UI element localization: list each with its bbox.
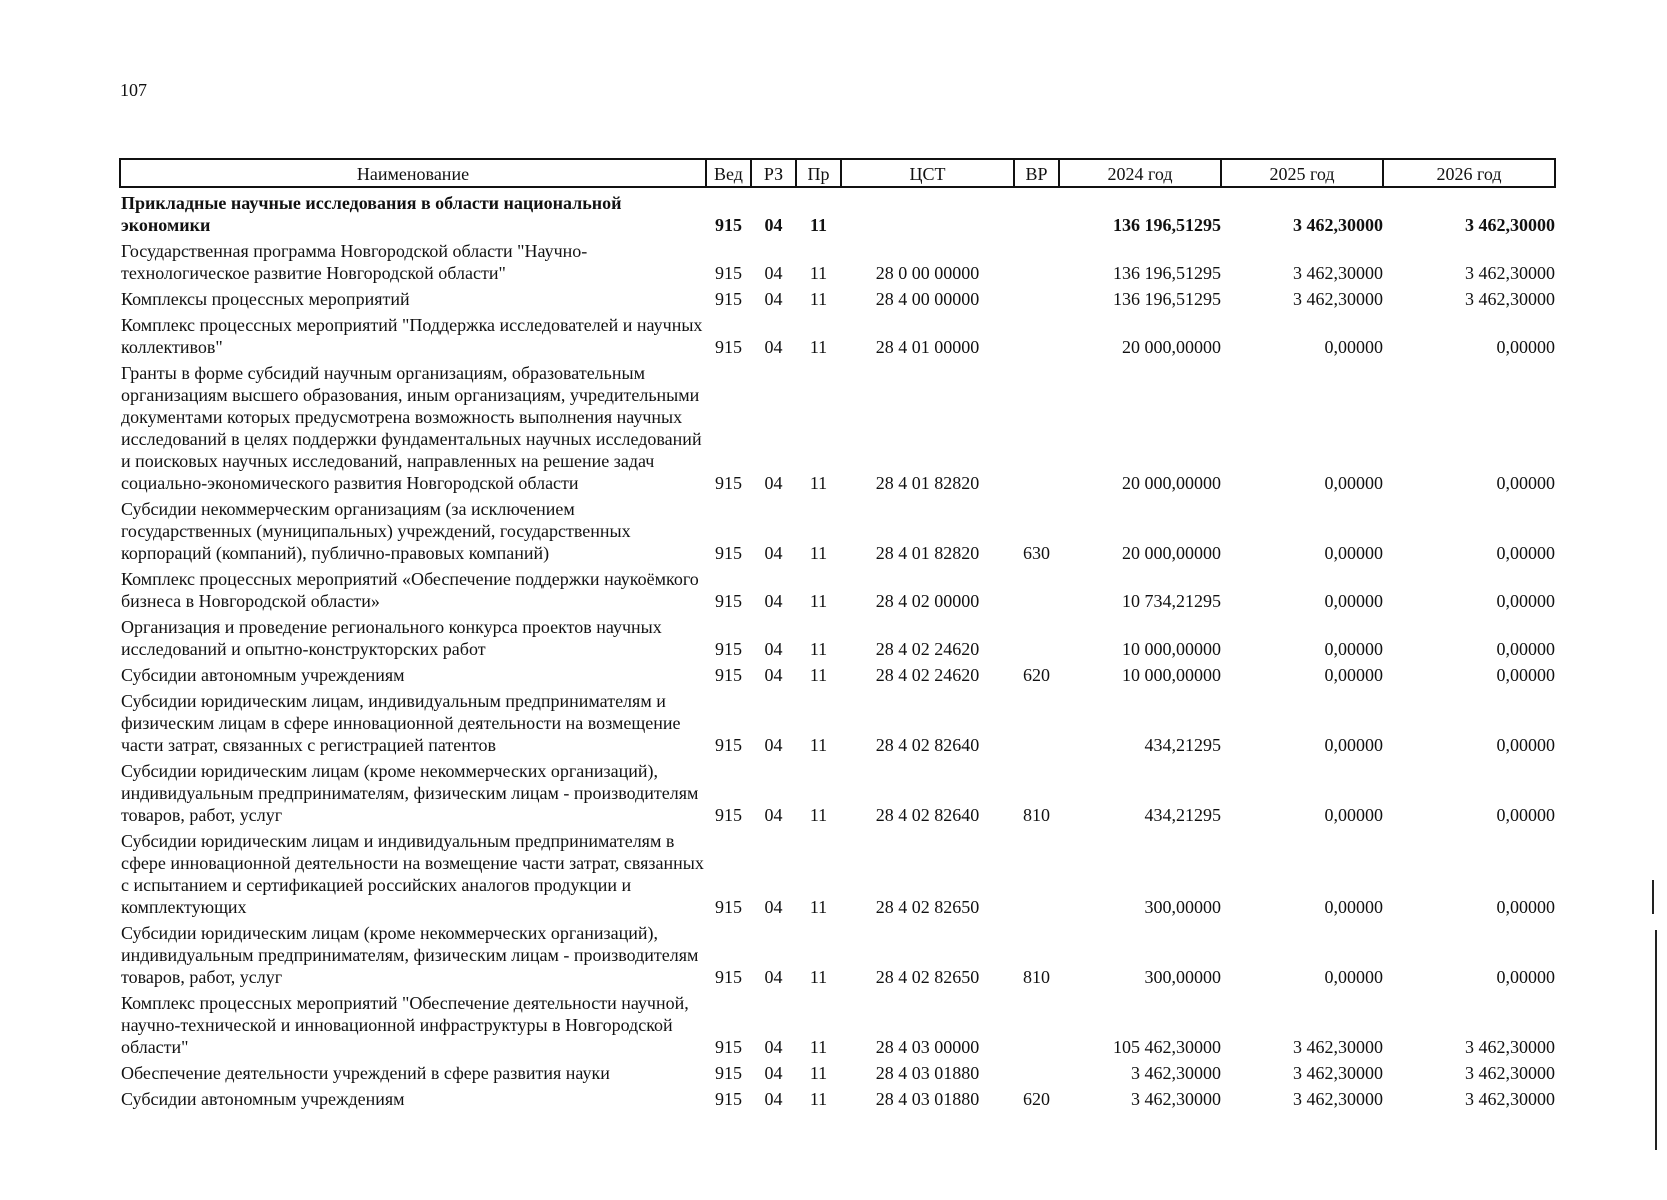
cell-name: Организация и проведение регионального конкурса проектов научных исследований и опытно-конструкторских работ — [121, 617, 662, 659]
cell-y2026: 0,00000 — [1496, 543, 1555, 563]
page-number: 107 — [120, 80, 147, 100]
table-body — [120, 187, 1555, 1110]
cell-name: Комплекс процессных мероприятий "Обеспечение деятельности научной, научно-технической и инновационной инфраструктуры в Новгородской области" — [121, 993, 689, 1057]
table-row — [120, 187, 1555, 236]
scan-edge-mark-long — [1655, 930, 1657, 1150]
cell-y2026: 0,00000 — [1496, 591, 1555, 611]
cell-ved: 915 — [715, 263, 742, 283]
table-row — [120, 612, 1555, 660]
cell-vr — [1014, 236, 1059, 284]
cell-rz: 04 — [764, 289, 783, 309]
cell-cst: 28 4 03 00000 — [875, 1037, 980, 1057]
cell-rz: 04 — [764, 1037, 783, 1057]
cell-y2025: 0,00000 — [1324, 473, 1383, 493]
cell-cst: 28 4 02 24620 — [875, 639, 980, 659]
cell-cst: 28 4 02 24620 — [875, 665, 980, 685]
cell-pr: 11 — [809, 897, 828, 917]
cell-name: Субсидии юридическим лицам (кроме некоммерческих организаций), индивидуальным предпринимателям, физическим лицам - производителям товаров, работ, услуг — [121, 923, 699, 987]
cell-cst: 28 0 00 00000 — [875, 263, 980, 283]
cell-ved: 915 — [715, 735, 742, 755]
cell-y2024: 136 196,51295 — [1113, 263, 1221, 283]
cell-y2026: 3 462,30000 — [1465, 289, 1555, 309]
table-header — [120, 159, 1555, 187]
header-name: Наименование — [120, 159, 706, 187]
cell-ved: 915 — [715, 289, 742, 309]
cell-name: Субсидии юридическим лицам (кроме некоммерческих организаций), индивидуальным предпринимателям, физическим лицам - производителям товаров, работ, услуг — [121, 761, 699, 825]
cell-y2026: 0,00000 — [1496, 897, 1555, 917]
cell-y2026: 3 462,30000 — [1465, 1063, 1555, 1083]
cell-y2025: 0,00000 — [1324, 805, 1383, 825]
cell-pr: 11 — [809, 967, 828, 987]
cell-pr: 11 — [809, 735, 828, 755]
cell-name: Субсидии автономным учреждениям — [121, 1089, 405, 1109]
table-row — [120, 826, 1555, 918]
cell-vr — [1014, 988, 1059, 1058]
cell-y2024: 20 000,00000 — [1122, 543, 1221, 563]
cell-y2024: 136 196,51295 — [1113, 215, 1221, 235]
cell-y2026: 0,00000 — [1496, 337, 1555, 357]
scan-edge-mark — [1652, 880, 1654, 914]
cell-vr: 810 — [1023, 967, 1050, 987]
cell-ved: 915 — [715, 805, 742, 825]
cell-name: Комплекс процессных мероприятий "Поддержка исследователей и научных коллективов" — [121, 315, 703, 357]
cell-rz: 04 — [764, 1063, 783, 1083]
cell-name: Прикладные научные исследования в области национальной экономики — [121, 193, 622, 235]
cell-y2024: 300,00000 — [1144, 897, 1221, 917]
cell-y2025: 3 462,30000 — [1293, 215, 1383, 235]
cell-vr — [1014, 686, 1059, 756]
cell-ved: 915 — [715, 639, 742, 659]
cell-ved: 915 — [715, 897, 742, 917]
cell-rz: 04 — [764, 665, 783, 685]
cell-vr — [1014, 1058, 1059, 1084]
cell-ved: 915 — [715, 591, 742, 611]
header-rz: РЗ — [751, 159, 796, 187]
cell-rz: 04 — [764, 897, 783, 917]
table-row — [120, 1084, 1555, 1110]
header-vr: ВР — [1014, 159, 1059, 187]
header-2025: 2025 год — [1221, 159, 1383, 187]
cell-cst: 28 4 03 01880 — [875, 1089, 980, 1109]
cell-y2026: 0,00000 — [1496, 735, 1555, 755]
cell-cst: 28 4 01 82820 — [875, 473, 980, 493]
cell-y2026: 0,00000 — [1496, 805, 1555, 825]
cell-y2024: 10 000,00000 — [1122, 665, 1221, 685]
cell-y2025: 3 462,30000 — [1293, 263, 1383, 283]
cell-y2024: 20 000,00000 — [1122, 473, 1221, 493]
cell-y2026: 3 462,30000 — [1465, 263, 1555, 283]
cell-vr — [1014, 826, 1059, 918]
cell-vr — [1014, 310, 1059, 358]
table-row — [120, 564, 1555, 612]
cell-cst: 28 4 02 82640 — [875, 805, 980, 825]
cell-ved: 915 — [715, 1037, 742, 1057]
cell-y2026: 3 462,30000 — [1465, 1089, 1555, 1109]
cell-vr: 620 — [1023, 665, 1050, 685]
cell-y2024: 20 000,00000 — [1122, 337, 1221, 357]
cell-ved: 915 — [715, 1089, 742, 1109]
cell-y2025: 0,00000 — [1324, 543, 1383, 563]
cell-pr: 11 — [809, 337, 828, 357]
cell-vr — [1014, 564, 1059, 612]
cell-y2024: 300,00000 — [1144, 967, 1221, 987]
cell-cst: 28 4 03 01880 — [875, 1063, 980, 1083]
cell-name: Субсидии юридическим лицам и индивидуальным предпринимателям в сфере инновационной деятельности на возмещение части затрат, связанных с испытанием и сертификацией российских аналогов продукции и комплектующих — [121, 831, 704, 917]
cell-rz: 04 — [764, 263, 783, 283]
cell-rz: 04 — [764, 1089, 783, 1109]
cell-y2025: 0,00000 — [1324, 337, 1383, 357]
cell-y2026: 3 462,30000 — [1465, 1037, 1555, 1057]
table-row — [120, 660, 1555, 686]
table-row — [120, 988, 1555, 1058]
cell-ved: 915 — [715, 337, 742, 357]
header-row — [120, 159, 1555, 187]
cell-y2025: 3 462,30000 — [1293, 1089, 1383, 1109]
cell-rz: 04 — [764, 543, 783, 563]
cell-pr: 11 — [809, 215, 827, 235]
table-row — [120, 236, 1555, 284]
cell-pr: 11 — [809, 665, 828, 685]
cell-y2024: 105 462,30000 — [1113, 1037, 1221, 1057]
cell-y2025: 0,00000 — [1324, 897, 1383, 917]
cell-y2026: 0,00000 — [1496, 473, 1555, 493]
table-row — [120, 918, 1555, 988]
table-row — [120, 310, 1555, 358]
cell-cst: 28 4 02 00000 — [875, 591, 980, 611]
budget-table — [119, 158, 1556, 1110]
cell-pr: 11 — [809, 473, 828, 493]
cell-vr — [1014, 187, 1059, 236]
budget-table-container — [119, 158, 1554, 1110]
table-row — [120, 284, 1555, 310]
cell-name: Гранты в форме субсидий научным организациям, образовательным организациям высшего образования, иным организациям, учредительными документами которых предусмотрена возможность выполнения научных исследований в целях поддержки фундаментальных научных исследований и поисковых научных исследований, направленных на решение задач социально-экономического развития Новгородской области — [121, 363, 702, 493]
cell-cst — [841, 187, 1014, 236]
cell-y2026: 3 462,30000 — [1465, 215, 1555, 235]
cell-rz: 04 — [764, 805, 783, 825]
cell-y2024: 3 462,30000 — [1131, 1089, 1221, 1109]
cell-y2026: 0,00000 — [1496, 665, 1555, 685]
cell-cst: 28 4 02 82650 — [875, 967, 980, 987]
header-2024: 2024 год — [1059, 159, 1221, 187]
table-row — [120, 358, 1555, 494]
cell-pr: 11 — [809, 1089, 828, 1109]
cell-y2024: 434,21295 — [1144, 735, 1221, 755]
cell-pr: 11 — [809, 289, 828, 309]
cell-y2025: 0,00000 — [1324, 591, 1383, 611]
cell-name: Субсидии некоммерческим организациям (за исключением государственных (муниципальных) учреждений, государственных корпораций (компаний), публично-правовых компаний) — [121, 499, 631, 563]
cell-pr: 11 — [809, 1037, 828, 1057]
table-row — [120, 494, 1555, 564]
header-pr: Пр — [796, 159, 841, 187]
cell-vr: 620 — [1023, 1089, 1050, 1109]
cell-rz: 04 — [764, 215, 783, 235]
cell-cst: 28 4 01 00000 — [875, 337, 980, 357]
cell-vr: 810 — [1023, 805, 1050, 825]
header-ved: Вед — [706, 159, 751, 187]
header-cst: ЦСТ — [841, 159, 1014, 187]
table-row — [120, 686, 1555, 756]
cell-name: Комплексы процессных мероприятий — [121, 289, 410, 309]
cell-cst: 28 4 00 00000 — [875, 289, 980, 309]
table-row — [120, 1058, 1555, 1084]
cell-y2024: 3 462,30000 — [1131, 1063, 1221, 1083]
cell-vr: 630 — [1023, 543, 1050, 563]
cell-y2025: 0,00000 — [1324, 665, 1383, 685]
cell-rz: 04 — [764, 967, 783, 987]
cell-name: Субсидии автономным учреждениям — [121, 665, 405, 685]
cell-y2025: 3 462,30000 — [1293, 1037, 1383, 1057]
cell-vr — [1014, 284, 1059, 310]
cell-rz: 04 — [764, 473, 783, 493]
header-2026: 2026 год — [1383, 159, 1555, 187]
cell-y2026: 0,00000 — [1496, 967, 1555, 987]
cell-y2025: 0,00000 — [1324, 735, 1383, 755]
cell-ved: 915 — [715, 1063, 742, 1083]
cell-pr: 11 — [809, 805, 828, 825]
cell-ved: 915 — [715, 967, 742, 987]
table-row — [120, 756, 1555, 826]
cell-y2024: 136 196,51295 — [1113, 289, 1221, 309]
cell-y2025: 3 462,30000 — [1293, 289, 1383, 309]
cell-pr: 11 — [809, 591, 828, 611]
cell-rz: 04 — [764, 337, 783, 357]
cell-name: Обеспечение деятельности учреждений в сфере развития науки — [121, 1063, 610, 1083]
cell-y2025: 0,00000 — [1324, 967, 1383, 987]
cell-rz: 04 — [764, 735, 783, 755]
cell-cst: 28 4 01 82820 — [875, 543, 980, 563]
cell-ved: 915 — [715, 215, 742, 235]
cell-pr: 11 — [809, 543, 828, 563]
cell-y2025: 0,00000 — [1324, 639, 1383, 659]
cell-name: Государственная программа Новгородской области "Научно-технологическое развитие Новгородской области" — [121, 241, 588, 283]
cell-y2025: 3 462,30000 — [1293, 1063, 1383, 1083]
cell-pr: 11 — [809, 639, 828, 659]
cell-rz: 04 — [764, 591, 783, 611]
cell-pr: 11 — [809, 263, 828, 283]
cell-cst: 28 4 02 82640 — [875, 735, 980, 755]
cell-ved: 915 — [715, 543, 742, 563]
cell-cst: 28 4 02 82650 — [875, 897, 980, 917]
cell-name: Субсидии юридическим лицам, индивидуальным предпринимателям и физическим лицам в сфере инновационной деятельности на возмещение части затрат, связанных с регистрацией патентов — [121, 691, 681, 755]
cell-vr — [1014, 612, 1059, 660]
cell-vr — [1014, 358, 1059, 494]
cell-ved: 915 — [715, 665, 742, 685]
cell-name: Комплекс процессных мероприятий «Обеспечение поддержки наукоёмкого бизнеса в Новгородской области» — [121, 569, 699, 611]
cell-y2024: 10 734,21295 — [1122, 591, 1221, 611]
cell-y2024: 10 000,00000 — [1122, 639, 1221, 659]
cell-ved: 915 — [715, 473, 742, 493]
cell-rz: 04 — [764, 639, 783, 659]
cell-y2024: 434,21295 — [1144, 805, 1221, 825]
cell-pr: 11 — [809, 1063, 828, 1083]
cell-y2026: 0,00000 — [1496, 639, 1555, 659]
